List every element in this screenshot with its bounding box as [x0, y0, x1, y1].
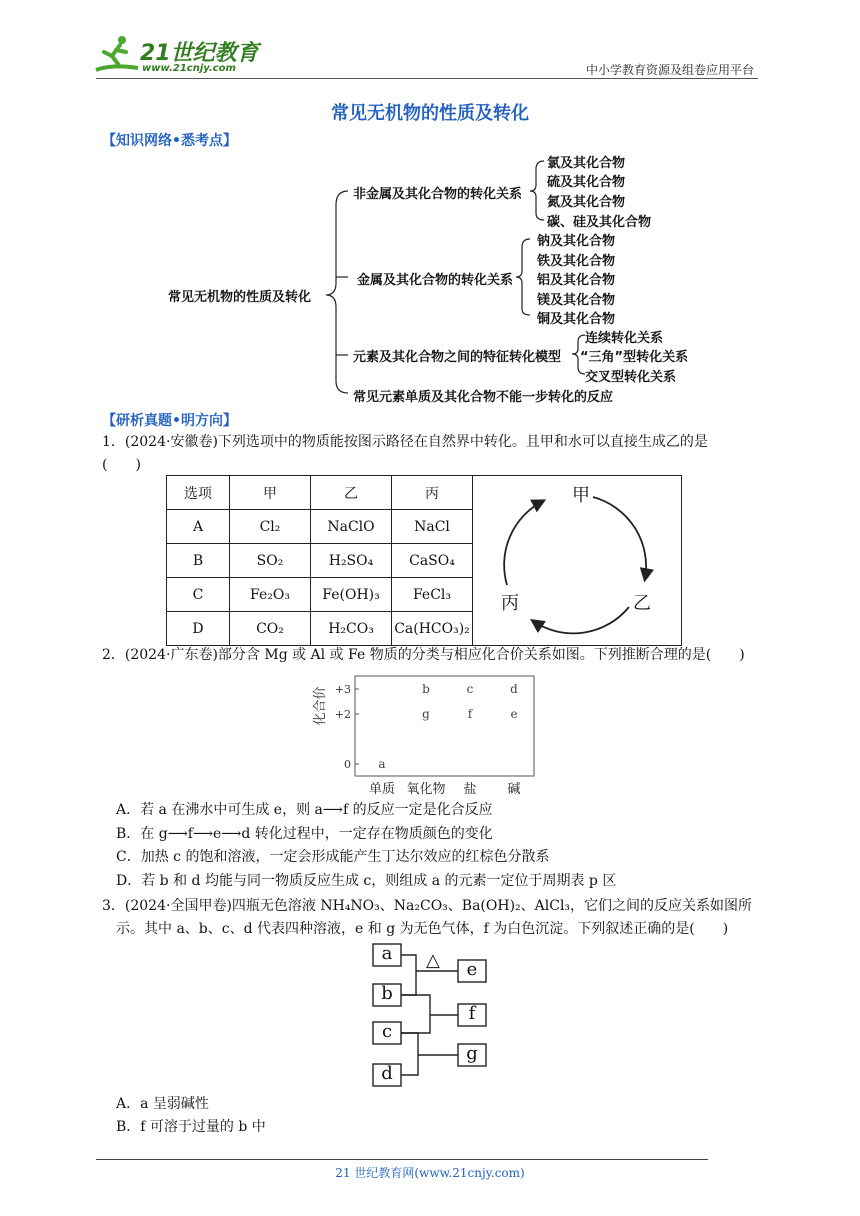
tree-item: 铁及其化合物 — [537, 254, 616, 269]
table-header-cell: 选项 — [167, 476, 230, 510]
y-axis-label: 化合价 — [313, 686, 328, 726]
y-tick-label: 0 — [344, 758, 351, 771]
table-cell: Fe(OH)₃ — [311, 578, 392, 612]
q3-box-a: a — [381, 943, 393, 964]
data-point-label: g — [422, 707, 430, 721]
section-label-knowledge: 【知识网络•悉考点】 — [102, 133, 237, 149]
tree-item: 硫及其化合物 — [547, 175, 626, 190]
section-label-exams: 【研析真题•明方向】 — [102, 413, 237, 429]
q3-box-e: e — [466, 959, 478, 980]
table-header-row — [167, 476, 682, 510]
table-cell: C — [167, 578, 230, 612]
q3-box-d: d — [381, 1063, 393, 1084]
q3-option-a: A．a 呈弱碱性 — [116, 1096, 209, 1112]
table-cell: H₂CO₃ — [311, 612, 392, 646]
q3-box-g: g — [466, 1043, 478, 1064]
tree-branch-metal: 金属及其化合物的转化关系 — [357, 273, 514, 288]
q2-option-b: B．在 g⟶f⟶e⟶d 转化过程中，一定存在物质颜色的变化 — [116, 826, 493, 842]
data-point-label: a — [378, 757, 386, 771]
q2-chart — [310, 672, 550, 797]
table-cell: H₂SO₄ — [311, 544, 392, 578]
logo-text: 21世纪教育 — [140, 41, 259, 66]
header-logo — [92, 34, 262, 78]
tree-item: 碳、硅及其化合物 — [547, 215, 652, 230]
q1-table — [166, 475, 682, 646]
tree-branch-model: 元素及其化合物之间的特征转化模型 — [353, 350, 562, 365]
q1-cycle-cell — [473, 476, 682, 646]
table-header-cell: 甲 — [230, 476, 311, 510]
cycle-label-yi: 乙 — [633, 593, 651, 614]
tree-item: 连续转化关系 — [585, 331, 664, 346]
x-tick-label: 盐 — [463, 782, 477, 797]
table-cell: CaSO₄ — [392, 544, 473, 578]
q2-chart-svg — [310, 672, 550, 797]
data-point-label: e — [510, 707, 518, 721]
footer-text: 21 世纪教育网(www.21cnjy.com) — [335, 1166, 525, 1180]
tree-item: 铜及其化合物 — [537, 312, 616, 327]
tree-item: 钠及其化合物 — [537, 234, 616, 249]
header-divider — [96, 78, 758, 79]
table-header-cell: 乙 — [311, 476, 392, 510]
table-header-cell: 丙 — [392, 476, 473, 510]
q2-option-d: D．若 b 和 d 均能与同一物质反应生成 c，则组成 a 的元素一定位于周期表 p 区 — [116, 873, 617, 889]
table-cell: Fe₂O₃ — [230, 578, 311, 612]
footer-divider — [96, 1159, 708, 1160]
q2-option-a: A．若 a 在沸水中可生成 e，则 a⟶f 的反应一定是化合反应 — [116, 802, 493, 818]
logo-url: www.21cnjy.com — [142, 63, 236, 74]
tree-item: 交叉型转化关系 — [585, 370, 677, 385]
x-tick-label: 氧化物 — [406, 782, 446, 797]
table-cell: Ca(HCO₃)₂ — [392, 612, 473, 646]
tree-item: 镁及其化合物 — [537, 293, 616, 308]
q3-option-b: B．f 可溶于过量的 b 中 — [116, 1119, 266, 1135]
x-tick-label: 碱 — [507, 782, 521, 797]
header-right-text: 中小学教育资源及组卷应用平台 — [585, 63, 754, 77]
table-cell: NaCl — [392, 510, 473, 544]
table-cell: NaClO — [311, 510, 392, 544]
page-title: 常见无机物的性质及转化 — [331, 103, 529, 124]
q3-stem-line2: 示。其中 a、b、c、d 代表四种溶液，e 和 g 为无色气体，f 为白色沉淀。下列叙述正确的是( ) — [116, 921, 729, 937]
tree-branch-noconvert: 常见元素单质及其化合物不能一步转化的反应 — [353, 390, 614, 405]
tree-item: “三角”型转化关系 — [580, 350, 689, 365]
table-cell: Cl₂ — [230, 510, 311, 544]
data-point-label: d — [510, 682, 518, 696]
table-cell: B — [167, 544, 230, 578]
q3-box-f: f — [468, 1003, 476, 1024]
tree-branch-nonmetal: 非金属及其化合物的转化关系 — [353, 187, 523, 202]
q3-diagram — [370, 940, 490, 1090]
cycle-label-bing: 丙 — [501, 593, 519, 614]
tree-item: 铝及其化合物 — [537, 273, 616, 288]
table-cell: CO₂ — [230, 612, 311, 646]
y-tick-label: +2 — [334, 708, 351, 721]
table-cell: D — [167, 612, 230, 646]
heat-triangle-icon: △ — [426, 950, 440, 971]
tree-item: 氯及其化合物 — [547, 156, 626, 171]
data-point-label: f — [467, 707, 473, 721]
q3-box-c: c — [381, 1021, 393, 1042]
table-cell: A — [167, 510, 230, 544]
data-point-label: c — [466, 682, 474, 696]
y-tick-label: +3 — [334, 683, 351, 696]
table-cell: SO₂ — [230, 544, 311, 578]
q2-option-c: C．加热 c 的饱和溶液，一定会形成能产生丁达尔效应的红棕色分散系 — [116, 849, 550, 865]
q3-stem-line1: 3．(2024·全国甲卷)四瓶无色溶液 NH₄NO₃、Na₂CO₃、Ba(OH)₂、AlCl₃，它们之间的反应关系如图所 — [102, 898, 753, 914]
q2-stem: 2．(2024·广东卷)部分含 Mg 或 Al 或 Fe 物质的分类与相应化合价关系如图。下列推断合理的是( ) — [102, 647, 745, 663]
q3-box-b: b — [381, 983, 393, 1004]
table-cell: FeCl₃ — [392, 578, 473, 612]
q1-answer-paren: ( ) — [102, 457, 141, 473]
tree-root: 常见无机物的性质及转化 — [168, 290, 312, 305]
tree-item: 氮及其化合物 — [547, 195, 626, 210]
cycle-label-jia: 甲 — [572, 485, 590, 506]
data-point-label: b — [422, 682, 430, 696]
runner-logo-icon — [92, 34, 142, 76]
x-tick-label: 单质 — [368, 782, 396, 797]
q1-stem: 1．(2024·安徽卷)下列选项中的物质能按图示路径在自然界中转化。且甲和水可以直接生成乙的是 — [102, 434, 708, 450]
